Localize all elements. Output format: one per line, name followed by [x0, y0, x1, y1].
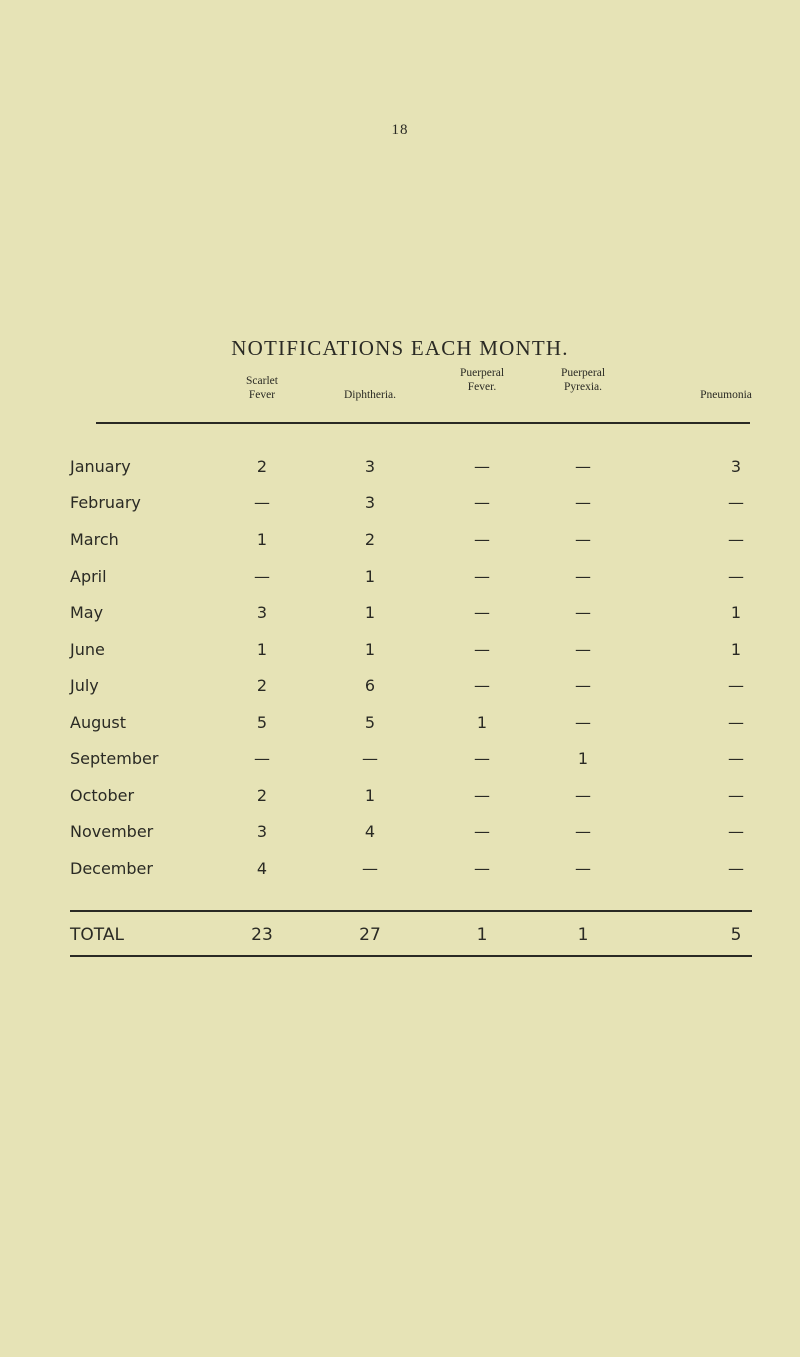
col-header-line1: Puerperal: [560, 367, 606, 379]
total-label: TOTAL: [70, 925, 124, 945]
row-month: November: [70, 822, 154, 841]
cell-scarlet-fever: —: [254, 567, 270, 586]
cell-pneumonia: 3: [730, 457, 742, 476]
cell-pneumonia: —: [728, 786, 744, 805]
cell-puerperal-pyrexia: —: [575, 530, 591, 549]
cell-puerperal-pyrexia: —: [575, 786, 591, 805]
cell-diphtheria: 1: [364, 567, 376, 586]
cell-diphtheria: 3: [364, 457, 376, 476]
cell-puerperal-pyrexia: 1: [577, 749, 589, 768]
cell-diphtheria: 5: [364, 713, 376, 732]
col-header-diphtheria: [330, 374, 410, 402]
cell-diphtheria: 1: [364, 603, 376, 622]
total-scarlet-fever: 23: [251, 925, 273, 945]
col-header-scarlet-fever: [232, 374, 292, 402]
cell-puerperal-fever: —: [474, 603, 490, 622]
cell-puerperal-pyrexia: —: [575, 603, 591, 622]
row-month: August: [70, 713, 126, 732]
row-month: May: [70, 603, 104, 622]
cell-puerperal-fever: —: [474, 457, 490, 476]
table-row: [0, 567, 800, 597]
cell-puerperal-fever: —: [474, 749, 490, 768]
cell-pneumonia: —: [728, 493, 744, 512]
table-row: [0, 749, 800, 779]
cell-puerperal-fever: —: [474, 640, 490, 659]
col-header-puerperal-fever: [442, 366, 522, 394]
row-month: December: [70, 859, 153, 878]
row-month: February: [70, 493, 141, 512]
cell-puerperal-fever: —: [474, 567, 490, 586]
cell-scarlet-fever: 4: [256, 859, 268, 878]
cell-puerperal-pyrexia: —: [575, 859, 591, 878]
cell-scarlet-fever: —: [254, 493, 270, 512]
col-header-line1: Scarlet: [246, 375, 278, 387]
cell-puerperal-fever: —: [474, 530, 490, 549]
cell-scarlet-fever: 1: [256, 640, 268, 659]
row-month: June: [70, 640, 105, 659]
table-title: NOTIFICATIONS EACH MONTH.: [231, 336, 569, 360]
col-header-line2: Fever.: [467, 381, 497, 393]
total-bottom-rule: [70, 955, 752, 957]
col-header-line2: Pyrexia.: [563, 381, 602, 393]
cell-scarlet-fever: 5: [256, 713, 268, 732]
row-month: March: [70, 530, 119, 549]
col-header-line2: Pneumonia: [700, 389, 752, 401]
cell-pneumonia: —: [728, 859, 744, 878]
cell-diphtheria: 1: [364, 640, 376, 659]
cell-diphtheria: 3: [364, 493, 376, 512]
cell-puerperal-fever: —: [474, 859, 490, 878]
total-puerperal-fever: 1: [476, 925, 488, 945]
cell-puerperal-pyrexia: —: [575, 640, 591, 659]
cell-diphtheria: 4: [364, 822, 376, 841]
table-row: [0, 530, 800, 560]
row-month: September: [70, 749, 159, 768]
cell-puerperal-pyrexia: —: [575, 822, 591, 841]
cell-puerperal-fever: —: [474, 786, 490, 805]
table-row: [0, 713, 800, 743]
col-header-pneumonia: [686, 388, 766, 402]
table-row: [0, 676, 800, 706]
cell-puerperal-pyrexia: —: [575, 493, 591, 512]
cell-puerperal-pyrexia: —: [575, 713, 591, 732]
col-header-puerperal-pyrexia: [543, 366, 623, 394]
cell-pneumonia: 1: [730, 603, 742, 622]
table-row: [0, 859, 800, 889]
row-month: January: [70, 457, 131, 476]
row-month: October: [70, 786, 135, 805]
page-number: 18: [391, 122, 409, 138]
cell-scarlet-fever: 2: [256, 676, 268, 695]
cell-puerperal-fever: —: [474, 676, 490, 695]
cell-pneumonia: —: [728, 713, 744, 732]
cell-puerperal-pyrexia: —: [575, 676, 591, 695]
cell-scarlet-fever: 3: [256, 822, 268, 841]
total-top-rule: [70, 910, 752, 912]
cell-pneumonia: 1: [730, 640, 742, 659]
cell-diphtheria: —: [362, 859, 378, 878]
cell-puerperal-pyrexia: —: [575, 457, 591, 476]
row-month: July: [70, 676, 99, 695]
table-row: [0, 493, 800, 523]
cell-scarlet-fever: 3: [256, 603, 268, 622]
cell-scarlet-fever: 2: [256, 457, 268, 476]
cell-pneumonia: —: [728, 567, 744, 586]
cell-diphtheria: 1: [364, 786, 376, 805]
table-row: [0, 457, 800, 487]
table-row: [0, 603, 800, 633]
col-header-line2: Diphtheria.: [343, 389, 397, 401]
cell-puerperal-pyrexia: —: [575, 567, 591, 586]
cell-diphtheria: 6: [364, 676, 376, 695]
cell-pneumonia: —: [728, 530, 744, 549]
total-puerperal-pyrexia: 1: [577, 925, 589, 945]
cell-pneumonia: —: [728, 822, 744, 841]
cell-scarlet-fever: 2: [256, 786, 268, 805]
row-month: April: [70, 567, 107, 586]
table-row: [0, 786, 800, 816]
cell-puerperal-fever: —: [474, 822, 490, 841]
cell-diphtheria: —: [362, 749, 378, 768]
col-header-line1: Puerperal: [459, 367, 505, 379]
cell-scarlet-fever: —: [254, 749, 270, 768]
col-header-line2: Fever: [248, 389, 276, 401]
cell-puerperal-fever: 1: [476, 713, 488, 732]
cell-pneumonia: —: [728, 749, 744, 768]
cell-scarlet-fever: 1: [256, 530, 268, 549]
cell-puerperal-fever: —: [474, 493, 490, 512]
cell-diphtheria: 2: [364, 530, 376, 549]
col-header-line1: [330, 374, 410, 388]
header-rule: [96, 422, 750, 424]
cell-pneumonia: —: [728, 676, 744, 695]
table-row: [0, 640, 800, 670]
table-row: [0, 822, 800, 852]
total-row: [0, 925, 800, 955]
total-diphtheria: 27: [359, 925, 381, 945]
total-pneumonia: 5: [730, 925, 742, 945]
